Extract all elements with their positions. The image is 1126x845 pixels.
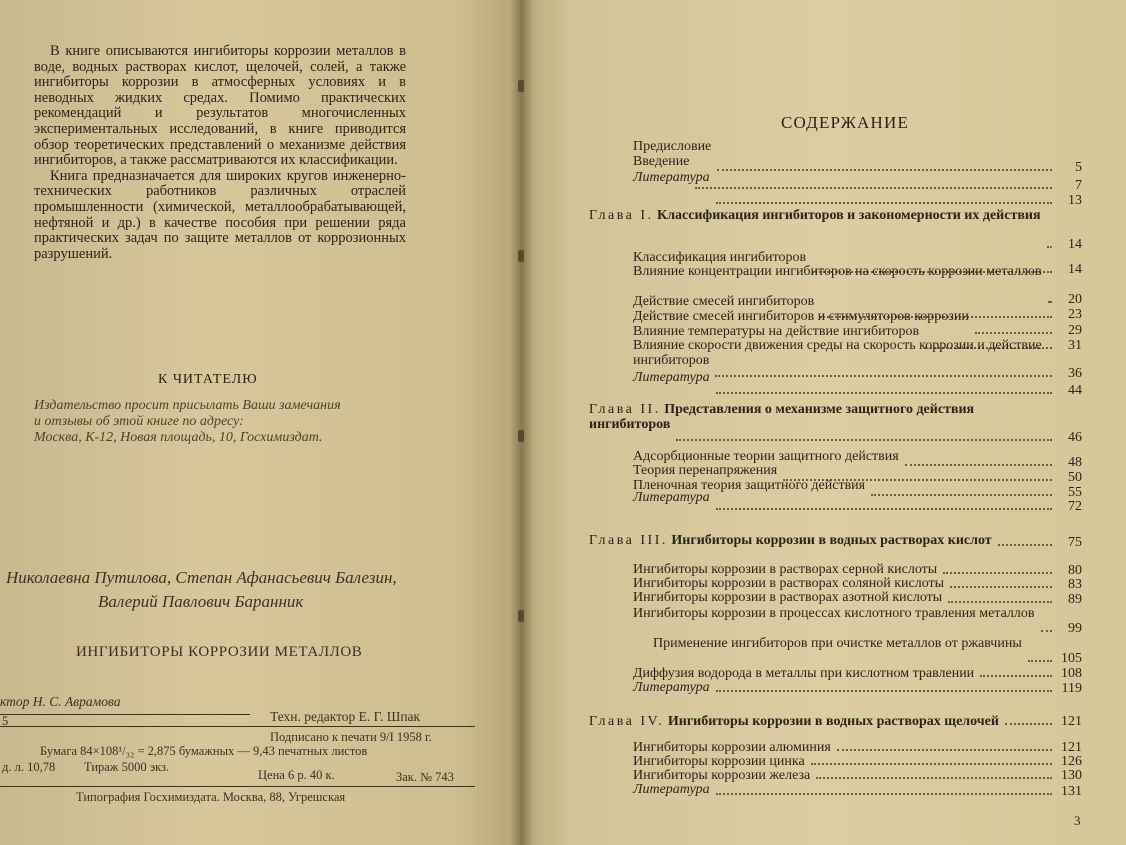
toc-entry-label: Пленочная теория защитного действия: [633, 478, 866, 493]
toc-page-number: 36: [1068, 366, 1082, 381]
toc-leader-dots: [716, 193, 1052, 204]
toc-page-number: 13: [1068, 193, 1082, 208]
toc-entry-label: Ингибиторы коррозии цинка: [633, 754, 805, 769]
tech-editor: Техн. редактор Е. Г. Шпак: [270, 709, 421, 724]
toc-entry-label: Литература: [633, 680, 710, 695]
divider: [0, 714, 250, 715]
toc-entry-text: [653, 636, 1056, 651]
toc-entry-label: Влияние температуры на действие ингибиторов: [633, 324, 920, 339]
toc-entry-text: [633, 309, 1056, 324]
printing-house: Типография Госхимиздата. Москва, 88, Угрешская: [76, 790, 346, 804]
toc-page-number: 5: [1075, 160, 1082, 175]
toc-entry-text: [633, 324, 1056, 339]
toc-entry-label: Ингибиторы коррозии в растворах серной кислоты: [633, 562, 938, 577]
toc-leader-dots: [1005, 714, 1052, 725]
toc-page-number: 50: [1068, 470, 1082, 485]
annotation-paragraph: В книге описываются ингибиторы коррозии металлов в воде, водных растворах кислот, щелочей, солей, а также ингибиторы коррозии в атмосферных условиях и в неводных жидких средах. Помимо практических рекомендаций и результатов многочисленных экспериментальных исследований, в книге приводится обзор теоретических представлений о механизме действия ингибиторов, а также рассматриваются их классификации.: [34, 43, 406, 169]
toc-page-number: 7: [1075, 178, 1082, 193]
toc-entry-label: Литература: [633, 370, 710, 385]
toc-leader-dots: [716, 499, 1052, 510]
toc-entry-text: [633, 606, 1056, 621]
toc-page-number: 80: [1068, 563, 1082, 578]
toc-entry-label: Литература: [633, 170, 710, 185]
toc-entry-label: Ингибиторы коррозии в растворах соляной кислоты: [633, 576, 945, 591]
toc-chapter-label: Глава II.: [589, 402, 661, 417]
toc-row: [522, 170, 1126, 209]
toc-page-number: 121: [1061, 714, 1082, 729]
toc-entry-label: Литература: [633, 782, 710, 797]
toc-leader-dots: [1041, 621, 1052, 632]
toc-page-number: 46: [1068, 430, 1082, 445]
toc-chapter-label: Глава I.: [589, 208, 654, 223]
toc-entry-label: Литература: [633, 490, 710, 505]
toc-chapter-title: [589, 714, 1056, 729]
toc-entry-text: [633, 170, 1056, 185]
toc-page-number: 99: [1068, 621, 1082, 636]
toc-entry-label: Влияние скорости движения среды на скорость коррозии и действие ингибиторов: [633, 338, 1042, 368]
imprint-number: 5: [2, 714, 9, 728]
toc-entry-label: Введение: [633, 154, 690, 169]
toc-page-number: 72: [1068, 499, 1082, 514]
toc-leader-dots: [716, 681, 1052, 692]
toc-page-number: 14: [1068, 262, 1082, 277]
signed-to-print: Подписано к печати 9/I 1958 г.: [270, 730, 432, 744]
toc-leader-dots: [816, 768, 1052, 779]
toc-leader-dots: [1047, 237, 1052, 248]
toc-entry-label: Действие смесей ингибиторов: [633, 294, 815, 309]
toc-page-number: 44: [1068, 383, 1082, 398]
table-of-contents: [522, 0, 1126, 845]
toc-chapter-title: [589, 402, 1056, 432]
toc-row: [522, 680, 1126, 697]
page-number: 3: [1074, 813, 1081, 828]
toc-leader-dots: [980, 666, 1052, 677]
toc-chapter-label: Глава III.: [589, 533, 668, 548]
authors-line: Валерий Павлович Баранник: [98, 592, 304, 611]
toc-row: [522, 490, 1126, 515]
toc-chapter-row: [522, 402, 1126, 446]
reader-line: Издательство просит присылать Ваши замечания: [34, 398, 341, 413]
divider: [0, 726, 475, 727]
toc-leader-dots: [948, 592, 1052, 603]
reader-line: Москва, К-12, Новая площадь, 10, Госхимиздат.: [34, 430, 323, 445]
editor: ктор Н. С. Аврамова: [0, 694, 121, 709]
toc-page-number: 48: [1068, 455, 1082, 470]
toc-page-number: 75: [1068, 535, 1082, 550]
toc-page-number: 23: [1068, 307, 1082, 322]
toc-leader-dots: [998, 535, 1052, 546]
toc-entry-label: Ингибиторы коррозии алюминия: [633, 740, 831, 755]
authors: [6, 566, 397, 614]
toc-entry-label: Адсорбционные теории защитного действия: [633, 449, 899, 464]
toc-page-number: 14: [1068, 237, 1082, 252]
paper-format: Бумага 84×108¹/₃₂ = 2,875 бумажных — 9,43 печатных листов: [40, 744, 368, 758]
toc-chapter-row: [522, 714, 1126, 730]
toc-entry-label: Диффузия водорода в металлы при кислотном травлении: [633, 666, 975, 681]
toc-entry-label: Ингибиторы коррозии в процессах кислотного травления металлов: [633, 606, 1035, 621]
toc-leader-dots: [716, 383, 1052, 394]
toc-leader-dots: [676, 430, 1052, 441]
toc-entry-label: Применение ингибиторов при очистке металлов от ржавчины: [653, 636, 1022, 651]
divider: [0, 786, 475, 787]
toc-entry-label: Действие смесей ингибиторов и стимуляторов коррозии: [633, 309, 969, 324]
authors-line: Николаевна Путилова, Степан Афанасьевич Балезин,: [6, 568, 397, 587]
toc-leader-dots: [716, 784, 1052, 795]
toc-chapter-row: [522, 208, 1126, 253]
toc-entry-label: Ингибиторы коррозии в водных растворах кислот: [671, 533, 992, 548]
toc-leader-dots: [811, 754, 1052, 765]
toc-leader-dots: [943, 563, 1052, 574]
toc-leader-dots: [1028, 651, 1052, 662]
reader-notice: [34, 398, 414, 446]
publisher-sheets: д. л. 10,78: [2, 760, 56, 774]
toc-entry-label: Ингибиторы коррозии в растворах азотной кислоты: [633, 590, 943, 605]
toc-entry-label: Представления о механизме защитного действия ингибиторов: [589, 402, 975, 432]
toc-page-number: 105: [1061, 651, 1082, 666]
toc-page-number: 119: [1061, 681, 1082, 696]
toc-chapter-title: [589, 208, 1056, 223]
book-annotation: [34, 44, 406, 262]
order-number: Зак. № 743: [396, 770, 454, 784]
toc-entry-label: Ингибиторы коррозии в водных растворах щелочей: [667, 714, 999, 729]
toc-leader-dots: [950, 577, 1052, 588]
toc-page-number: 89: [1068, 592, 1082, 607]
reader-heading: К ЧИТАТЕЛЮ: [158, 372, 258, 387]
annotation-paragraph: Книга предназначается для широких кругов инженерно-технических работников различных отраслей промышленности (химической, металлообрабатывающей, нефтяной и др.) в качестве пособия при решении ряда практических задач по защите металлов от коррозионных разрушений.: [34, 167, 406, 262]
toc-entry-text: [633, 154, 1056, 169]
toc-chapter-row: [522, 533, 1126, 551]
book-title: ИНГИБИТОРЫ КОРРОЗИИ МЕТАЛЛОВ: [76, 644, 363, 660]
price: Цена 6 р. 40 к.: [258, 768, 335, 782]
toc-page-number: 108: [1061, 666, 1082, 681]
toc-entry-text: [633, 338, 1056, 368]
toc-page-number: 126: [1061, 754, 1082, 769]
toc-entry-label: Предисловие: [633, 139, 712, 154]
toc-entry-label: Классификация ингибиторов: [633, 250, 807, 265]
toc-page-number: 55: [1068, 485, 1082, 500]
toc-chapter-title: [589, 533, 1056, 548]
reader-line: и отзывы об этой книге по адресу:: [34, 414, 244, 429]
toc-entry-label: Влияние концентрации ингибиторов на скорость коррозии металлов: [633, 264, 1042, 279]
toc-entry-label: Теория перенапряжения: [633, 463, 778, 478]
toc-entry-text: [633, 139, 1056, 154]
toc-chapter-label: Глава IV.: [589, 714, 665, 729]
toc-entry-text: [633, 264, 1056, 279]
toc-row: [522, 370, 1126, 399]
toc-entry-label: Классификация ингибиторов и закономерности их действия: [657, 208, 1041, 223]
toc-page-number: 121: [1061, 740, 1082, 755]
toc-row: [522, 606, 1126, 637]
toc-page-number: 31: [1068, 338, 1082, 353]
toc-page-number: 130: [1061, 768, 1082, 783]
toc-page-number: 20: [1068, 292, 1082, 307]
toc-page-number: 83: [1068, 577, 1082, 592]
toc-title: СОДЕРЖАНИЕ: [781, 113, 910, 132]
toc-leader-dots: [837, 740, 1052, 751]
toc-entry-label: Ингибиторы коррозии железа: [633, 768, 811, 783]
toc-row: [522, 782, 1126, 800]
print-run: Тираж 5000 экз.: [84, 760, 170, 774]
toc-row: [522, 636, 1126, 667]
toc-page-number: 29: [1068, 323, 1082, 338]
toc-page-number: 131: [1061, 784, 1082, 799]
